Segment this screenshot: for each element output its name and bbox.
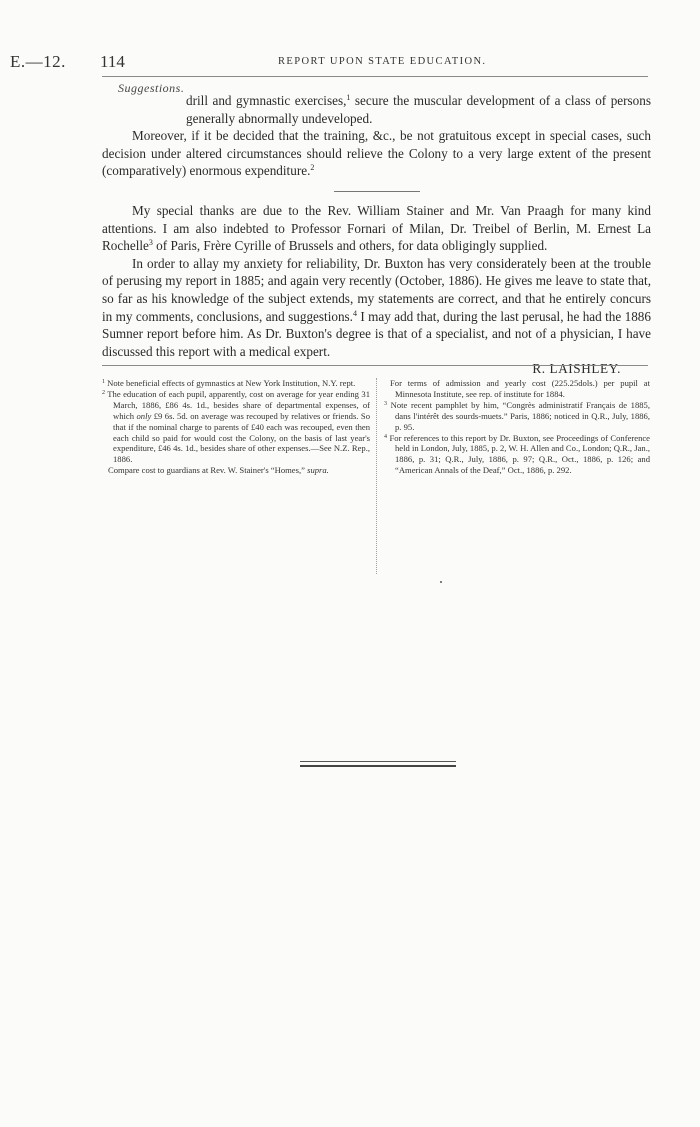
footnote-emphasis: only bbox=[136, 410, 152, 421]
section-divider bbox=[334, 191, 420, 192]
paragraph-text: secure the muscular development of a class of persons generally abnormally undeveloped. bbox=[186, 93, 651, 126]
footnote-2-continuation-right: For terms of admission and yearly cost (225.25dols.) per pupil at Minnesota Institute, see rep. of institute for 1884. bbox=[390, 378, 650, 399]
paragraph-continuation bbox=[102, 92, 651, 127]
footnote-emphasis: supra. bbox=[307, 465, 329, 476]
paragraph-text: In order to allay my anxiety for reliability, Dr. Buxton has very considerately been at the trouble of perusing my report in 1885; and again very recently (October, 1886). He gives me leave to state that, so far as his knowledge of the subject extends, my statements are correct, and that he entirely concurs in my comments, conclusions, and suggestions. bbox=[102, 255, 651, 324]
footnote-2-continuation bbox=[102, 465, 370, 476]
footnote-text: The education of each pupil, apparently, cost on average for year ending 31 March, 1886, £86 4s. 1d., besides share of departmental expenses, of which bbox=[105, 388, 370, 421]
footnote-text: £9 6s. 5d. on average was recouped by relatives or friends. So that if the nominal charge to parents of £40 each was recouped, even then each child so paid for would cost the Colony, on the basis of last year's expenditure, £46 4s. 1d., besides share of other expenses.—See N.Z. Rep., 1886. bbox=[113, 410, 370, 465]
footnotes-left-column bbox=[102, 378, 377, 574]
signature: R. LAISHLEY. bbox=[532, 361, 621, 377]
end-of-section-rule bbox=[300, 761, 456, 767]
footnote-rule bbox=[102, 365, 648, 366]
footnote-3 bbox=[384, 400, 650, 433]
footnote-text: Note beneficial effects of gymnastics at New York Institution, N.Y. rept. bbox=[105, 378, 356, 388]
footnote-ref-2: 2 bbox=[310, 163, 315, 173]
footnote-ref-3: 3 bbox=[148, 238, 153, 248]
paragraph-text: I may add that, during the last perusal, he had the 1886 Sumner report before him. As Dr. Buxton's degree is that of a specialist, and not of a physician, I have discussed this report with a medical expert. bbox=[102, 308, 651, 359]
paragraph-text: drill and gymnastic exercises, bbox=[186, 93, 347, 108]
footnote-text: For references to this report by Dr. Buxton, see Proceedings of Conference held in London, July, 1885, p. 2, W. H. Allen and Co., London; Q.R., Jan., 1886, p. 31; Q.R., July, 1886, p. 97; Q.R., Oct., 1886, p. 126; and “American Annals of the Deaf,” Oct., 1886, p. 292. bbox=[387, 432, 650, 476]
running-title: REPORT UPON STATE EDUCATION. bbox=[278, 56, 487, 67]
footnotes-right-column bbox=[384, 378, 650, 476]
body-text bbox=[102, 92, 651, 378]
footnote-2 bbox=[102, 389, 370, 465]
paragraph-moreover bbox=[102, 127, 651, 180]
running-header bbox=[0, 52, 700, 72]
margin-note: Suggestions. bbox=[118, 81, 185, 95]
header-rule bbox=[102, 76, 648, 77]
footnote-mark: 3 bbox=[384, 400, 387, 407]
print-speck bbox=[440, 581, 442, 583]
footnote-text: Note recent pamphlet by him, “Congrès administratif Français de 1885, dans l'intérêt des sourds-muets.” Paris, 1886; noticed in Q.R., July, 1886, p. 95. bbox=[387, 399, 650, 432]
paragraph-text: of Paris, Frère Cyrille of Brussels and others, for data obligingly supplied. bbox=[152, 238, 548, 254]
paragraph-thanks bbox=[102, 202, 651, 255]
footnote-mark: 2 bbox=[102, 389, 105, 396]
footnote-1 bbox=[102, 378, 370, 389]
paragraph-text: Moreover, if it be decided that the training, &c., be not gratuitous except in special cases, such decision under altered circumstances should relieve the Colony to a very large extent of the present (comparatively) enormous expenditure. bbox=[102, 128, 651, 179]
footnote-mark: 1 bbox=[102, 379, 105, 385]
footnote-ref-1: 1 bbox=[346, 93, 351, 102]
footnote-4 bbox=[384, 433, 650, 477]
page-number: 114 bbox=[100, 52, 125, 71]
paragraph-buxton bbox=[102, 255, 651, 361]
footnote-text: Compare cost to guardians at Rev. W. Stainer's “Homes,” bbox=[108, 465, 308, 476]
footnote-mark: 4 bbox=[384, 433, 387, 440]
document-code: E.—12. bbox=[10, 52, 66, 71]
paragraph-text: My special thanks are due to the Rev. William Stainer and Mr. Van Praagh for many kind attentions. I am also indebted to Professor Fornari of Milan, Dr. Treibel of Berlin, M. Ernest La Rochelle bbox=[102, 202, 651, 254]
footnote-ref-4: 4 bbox=[352, 308, 357, 318]
